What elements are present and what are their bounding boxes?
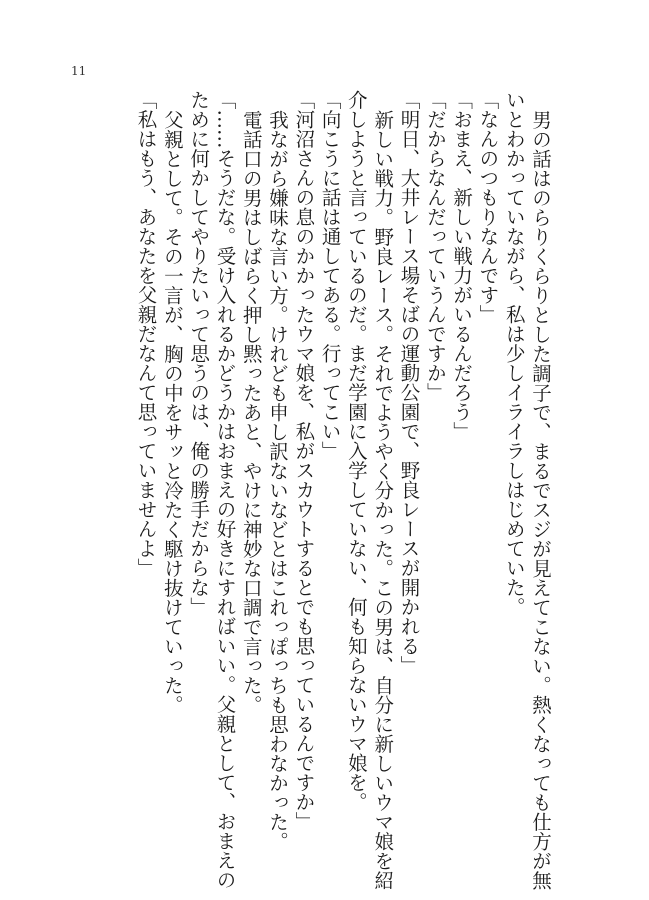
text-line: 新しい戦力。野良レース。それでようやく分かった。この男は、自分に新しいウマ娘を紹 [371,109,395,890]
text-line: 「だからなんだっていうんですか」 [423,90,447,402]
text-line: 「私はもう、あなたを父親だなんて思っていませんよ」 [134,90,158,578]
text-line: 「明日、大井レース場そばの運動公園で、野良レースが開かれる」 [397,90,421,675]
text-line: 「向こうに話は通してある。行ってこい」 [318,90,342,461]
text-line: 「なんのつもりなんです」 [476,90,500,324]
text-line: 父親として。その一言が、胸の中をサッと冷たく駆け抜けていった。 [160,109,184,714]
body-text [132,90,553,890]
text-line: いとわかっていながら、私は少しイライラしはじめていた。 [502,90,526,617]
text-line: 電話口の男はしばらく押し黙ったあと、やけに神妙な口調で言った。 [239,109,263,714]
page-number: 11 [71,64,87,78]
text-line: ために何かしてやりたいって思うのは、俺の勝手だからな」 [187,90,211,617]
text-line: 介しようと言っているのだ。まだ学園に入学していない、何も知らないウマ娘を。 [344,90,368,812]
text-line: 我ながら嫌味な言い方。けれども申し訳ないなどとはこれっぽっちも思わなかった。 [266,109,290,851]
text-line: 男の話はのらりくらりとした調子で、まるでスジが見えてこない。熱くなっても仕方が無 [529,109,552,890]
text-line: 「おまえ、新しい戦力がいるんだろう」 [450,90,474,441]
text-line: 「河沼さんの息のかかったウマ娘を、私がスカウトするとでも思っているんですか」 [292,90,316,831]
text-line: 「……そうだな。受け入れるかどうかはおまえの好きにすればいい。父親として、おまえの [213,90,237,890]
